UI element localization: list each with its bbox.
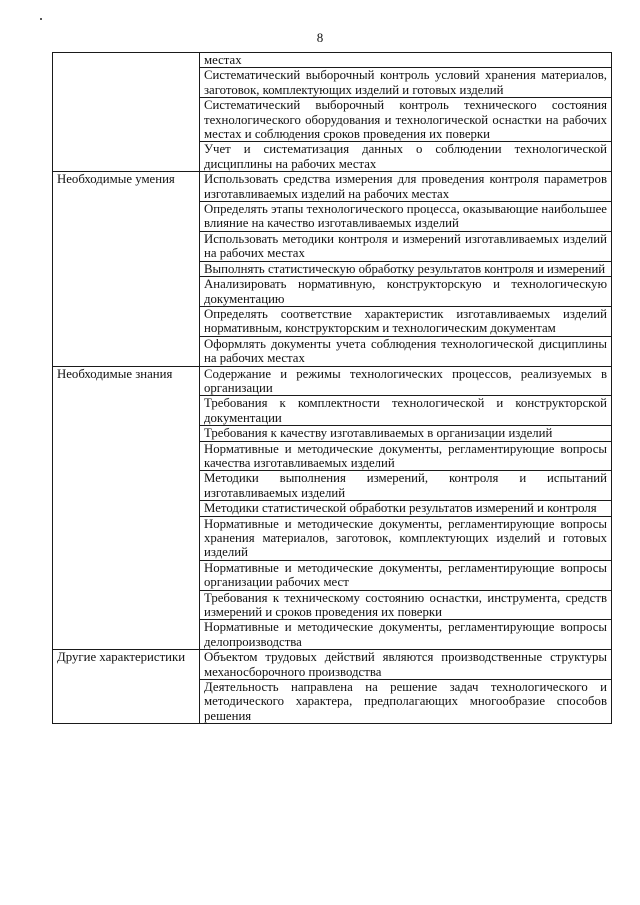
table-row <box>53 650 612 680</box>
requirement-cell: Выполнять статистическую обработку результатов контроля и измерений <box>200 261 612 276</box>
requirement-cell: Нормативные и методические документы, регламентирующие вопросы хранения материалов, заготовок, комплектующих изделий и готовых изделий <box>200 516 612 560</box>
table-row <box>53 53 612 68</box>
scan-speck <box>40 18 42 20</box>
requirement-cell: Определять соответствие характеристик изготавливаемых изделий нормативным, конструкторским и технологическим документам <box>200 306 612 336</box>
requirement-cell: Нормативные и методические документы, регламентирующие вопросы делопроизводства <box>200 620 612 650</box>
requirement-cell: Учет и систематизация данных о соблюдении технологической дисциплины на рабочих местах <box>200 142 612 172</box>
requirement-cell: Требования к качеству изготавливаемых в организации изделий <box>200 426 612 441</box>
requirement-cell: Систематический выборочный контроль условий хранения материалов, заготовок, комплектующих изделий и готовых изделий <box>200 68 612 98</box>
requirement-cell: Нормативные и методические документы, регламентирующие вопросы качества изготавливаемых изделий <box>200 441 612 471</box>
requirement-cell: Определять этапы технологического процесса, оказывающие наибольшее влияние на качество изготавливаемых изделий <box>200 202 612 232</box>
requirement-cell: Использовать средства измерения для проведения контроля параметров изготавливаемых изделий на рабочих местах <box>200 172 612 202</box>
requirement-cell: Содержание и режимы технологических процессов, реализуемых в организации <box>200 366 612 396</box>
page-number: 8 <box>316 30 324 45</box>
category-cell <box>53 53 200 172</box>
requirement-cell: Оформлять документы учета соблюдения технологической дисциплины на рабочих местах <box>200 336 612 366</box>
category-cell: Другие характеристики <box>53 650 200 724</box>
requirement-cell: Объектом трудовых действий являются производственные структуры механосборочного производства <box>200 650 612 680</box>
category-cell: Необходимые знания <box>53 366 200 650</box>
requirement-cell: местах <box>200 53 612 68</box>
requirement-cell: Деятельность направлена на решение задач технологического и методического характера, предполагающих многообразие способов решения <box>200 680 612 724</box>
requirement-cell: Нормативные и методические документы, регламентирующие вопросы организации рабочих мест <box>200 560 612 590</box>
table-row <box>53 172 612 202</box>
requirement-cell: Использовать методики контроля и измерений изготавливаемых изделий на рабочих местах <box>200 231 612 261</box>
requirement-cell: Анализировать нормативную, конструкторскую и технологическую документацию <box>200 277 612 307</box>
requirement-cell: Требования к техническому состоянию оснастки, инструмента, средств измерений и сроков проведения их поверки <box>200 590 612 620</box>
table-row <box>53 366 612 396</box>
requirements-table <box>52 52 612 724</box>
requirement-cell: Методики выполнения измерений, контроля и испытаний изготавливаемых изделий <box>200 471 612 501</box>
category-cell: Необходимые умения <box>53 172 200 366</box>
requirement-cell: Систематический выборочный контроль технического состояния технологического оборудования и технологической оснастки на рабочих местах и соблюдения сроков проведения их поверки <box>200 98 612 142</box>
requirement-cell: Методики статистической обработки результатов измерений и контроля <box>200 501 612 516</box>
requirement-cell: Требования к комплектности технологической и конструкторской документации <box>200 396 612 426</box>
